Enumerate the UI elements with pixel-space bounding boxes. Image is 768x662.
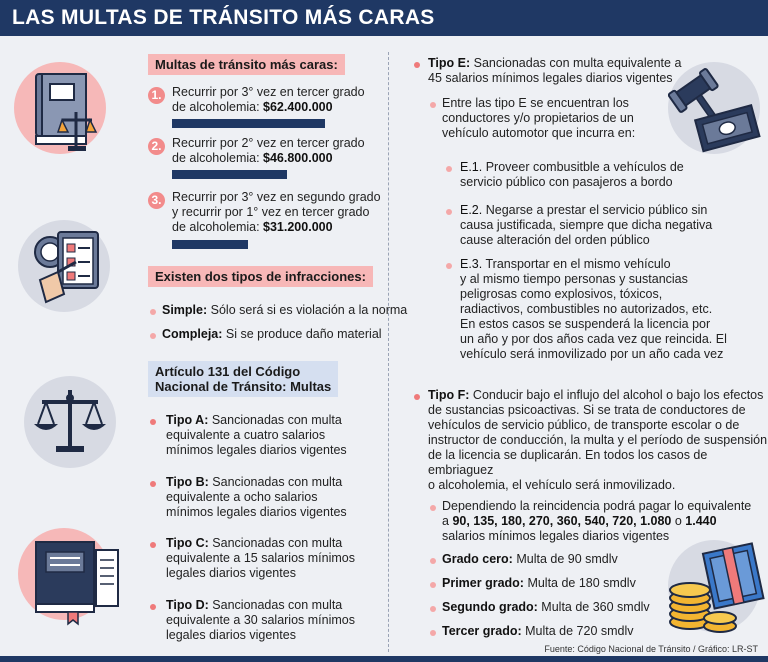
- fine-bar-2: [172, 170, 287, 179]
- type-f: Tipo F: Conducir bajo el influjo del alcohol o bajo los efectos de sustancias psicoactivas. Si se trata de conductores de vehículos de servicio público, de transporte escolar o de instructor de conducción, la multa y el período de suspensión de la licencia se duplicarán. En todos los casos de embriaguez o alcoholemia, el vehículo será inmovilizado.: [428, 388, 768, 492]
- reincidence-text: Dependiendo la reincidencia podrá pagar lo equivalente a 90, 135, 180, 270, 360, 540, 720, 1.080 o 1.440 salarios mínimos legales diarios vigentes: [442, 499, 752, 543]
- e2-item: E.2. Negarse a prestar el servicio público sin causa justificada, siempre que dicha negativa cause alteración del orden público: [460, 203, 713, 247]
- checklist-icon: [18, 220, 110, 312]
- type-d: Tipo D: Sancionadas con multa equivalente a 30 salarios mínimos legales diarios vigentes: [166, 598, 355, 642]
- bullet: [414, 394, 420, 400]
- grade-first: Primer grado: Multa de 180 smdlv: [442, 576, 636, 590]
- bullet: [414, 62, 420, 68]
- infractions-heading: Existen dos tipos de infracciones:: [148, 266, 373, 287]
- type-e-intro: Entre las tipo E se encuentran los conductores y/o propietarios de un vehículo automotor que incurra en:: [442, 96, 636, 140]
- type-c: Tipo C: Sancionadas con multa equivalente a 15 salarios mínimos legales diarios vigentes: [166, 536, 355, 580]
- infraction-simple: Simple: Sólo será si es violación a la norma: [162, 303, 408, 317]
- fine-item-2: Recurrir por 2° vez en tercer grado de alcoholemia: $46.800.000: [172, 136, 365, 165]
- fine-item-3: Recurrir por 3° vez en segundo grado y recurrir por 1° vez en tercer grado de alcoholemia: $31.200.000: [172, 190, 381, 234]
- type-b: Tipo B: Sancionadas con multa equivalente a ocho salarios mínimos legales diarios vigentes: [166, 475, 347, 519]
- fine-amount-3: $31.200.000: [263, 220, 333, 234]
- bullet: [446, 263, 452, 269]
- books-icon: [18, 528, 110, 620]
- bottom-bar: [0, 656, 768, 662]
- bullet: [430, 505, 436, 511]
- e1-item: E.1. Proveer combusitble a vehículos de servicio público con pasajeros a bordo: [460, 160, 684, 189]
- bullet: [150, 542, 156, 548]
- fine-amount-1: $62.400.000: [263, 100, 333, 114]
- bullet: [150, 309, 156, 315]
- bullet: [430, 558, 436, 564]
- gavel-money-icon: [668, 62, 760, 154]
- bullet: [150, 481, 156, 487]
- fine-bar-3: [172, 240, 248, 249]
- grade-third: Tercer grado: Multa de 720 smdlv: [442, 624, 634, 638]
- bullet: [446, 209, 452, 215]
- bullet: [446, 166, 452, 172]
- bullet: [150, 604, 156, 610]
- law-book-icon: [14, 62, 106, 154]
- article-heading: Artículo 131 del Código Nacional de Tránsito: Multas: [148, 361, 338, 397]
- fine-amount-2: $46.800.000: [263, 151, 333, 165]
- page-title: LAS MULTAS DE TRÁNSITO MÁS CARAS: [12, 6, 435, 29]
- header-bar: [0, 0, 768, 36]
- bullet: [150, 419, 156, 425]
- fine-number-3: 3.: [148, 192, 165, 209]
- infraction-complex: Compleja: Si se produce daño material: [162, 327, 382, 341]
- fine-bar-1: [172, 119, 325, 128]
- source-footer: Fuente: Código Nacional de Tránsito / Gráfico: LR-ST: [544, 644, 758, 654]
- type-e: Tipo E: Sancionadas con multa equivalente a 45 salarios mínimos legales diarios vigentes: [428, 56, 682, 85]
- e3-item: E.3. Transportar en el mismo vehículo y al mismo tiempo personas y sustancias peligrosas como explosivos, tóxicos, radiactivos, combustibles no autorizados, etc. En estos casos se suspenderá la licencia por un año y por dos años cada vez que reincida. El vehículo será inmovilizado por un año cada vez: [460, 257, 727, 361]
- fines-heading: Multas de tránsito más caras:: [148, 54, 345, 75]
- bullet: [430, 582, 436, 588]
- coins-cash-icon: [668, 540, 760, 632]
- column-divider: [388, 52, 389, 652]
- fine-item-1: Recurrir por 3° vez en tercer grado de alcoholemia: $62.400.000: [172, 85, 365, 114]
- type-a: Tipo A: Sancionadas con multa equivalente a cuatro salarios mínimos legales diarios vigentes: [166, 413, 347, 457]
- fine-number-2: 2.: [148, 138, 165, 155]
- scales-icon: [24, 376, 116, 468]
- bullet: [430, 630, 436, 636]
- grade-zero: Grado cero: Multa de 90 smdlv: [442, 552, 618, 566]
- grade-second: Segundo grado: Multa de 360 smdlv: [442, 600, 650, 614]
- fine-number-1: 1.: [148, 87, 165, 104]
- bullet: [150, 333, 156, 339]
- bullet: [430, 102, 436, 108]
- bullet: [430, 606, 436, 612]
